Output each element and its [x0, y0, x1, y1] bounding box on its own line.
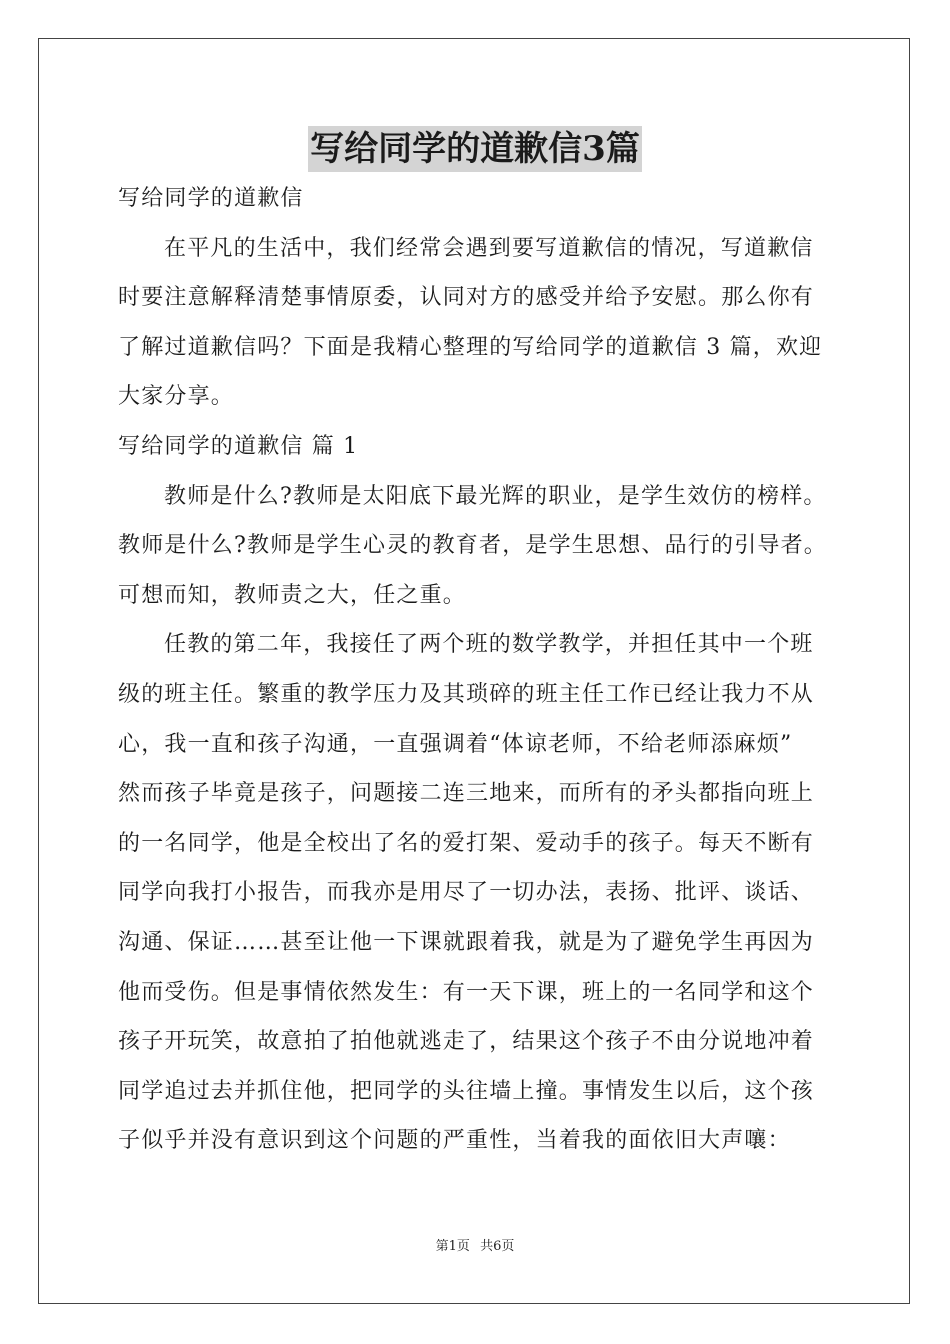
text-line: 心，我一直和孩子沟通，一直强调着“体谅老师，不给老师添麻烦” [118, 731, 793, 757]
text-line: 时要注意解释清楚事情原委，认同对方的感受并给予安慰。那么你有 [118, 285, 815, 311]
text-line: 级的班主任。繁重的教学压力及其琐碎的班主任工作已经让我力不从 [118, 681, 815, 707]
text-line: 任教的第二年，我接任了两个班的数学教学，并担任其中一个班 [164, 632, 814, 658]
document-title: 写给同学的道歉信3篇 [308, 126, 642, 172]
text-line: 在平凡的生活中，我们经常会遇到要写道歉信的情况，写道歉信 [164, 235, 814, 261]
text-line: 大家分享。 [118, 384, 235, 410]
document-body [118, 174, 838, 1166]
page-number: 第1页 [435, 1239, 470, 1254]
text-line: 教师是什么?教师是太阳底下最光辉的职业，是学生效仿的榜样。 [164, 483, 827, 509]
text-line: 同学向我打小报告，而我亦是用尽了一切办法，表扬、批评、谈话、 [118, 880, 815, 906]
text-line: 教师是什么?教师是学生心灵的教育者，是学生思想、品行的引导者。 [118, 533, 827, 559]
page-footer [0, 1238, 950, 1256]
title-container [0, 126, 950, 172]
text-line: 可想而知，教师责之大，任之重。 [118, 582, 467, 608]
text-line: 了解过道歉信吗？下面是我精心整理的写给同学的道歉信 3 篇，欢迎 [118, 334, 823, 360]
text-line: 然而孩子毕竟是孩子，问题接二连三地来，而所有的矛头都指向班上 [118, 781, 815, 807]
page-total: 共6页 [480, 1239, 515, 1254]
text-line: 同学追过去并抓住他，把同学的头往墙上撞。事情发生以后，这个孩 [118, 1078, 815, 1104]
text-line: 子似乎并没有意识到这个问题的严重性，当着我的面依旧大声嚷： [118, 1128, 791, 1154]
text-line: 他而受伤。但是事情依然发生：有一天下课，班上的一名同学和这个 [118, 979, 815, 1005]
text-line: 的一名同学，他是全校出了名的爱打架、爱动手的孩子。每天不断有 [118, 830, 815, 856]
text-line: 写给同学的道歉信 [118, 186, 304, 211]
text-line: 孩子开玩笑，故意拍了拍他就逃走了，结果这个孩子不由分说地冲着 [118, 1029, 815, 1055]
text-line: 写给同学的道歉信 篇 1 [118, 433, 359, 459]
text-line: 沟通、保证……甚至让他一下课就跟着我，就是为了避免学生再因为 [118, 929, 815, 955]
